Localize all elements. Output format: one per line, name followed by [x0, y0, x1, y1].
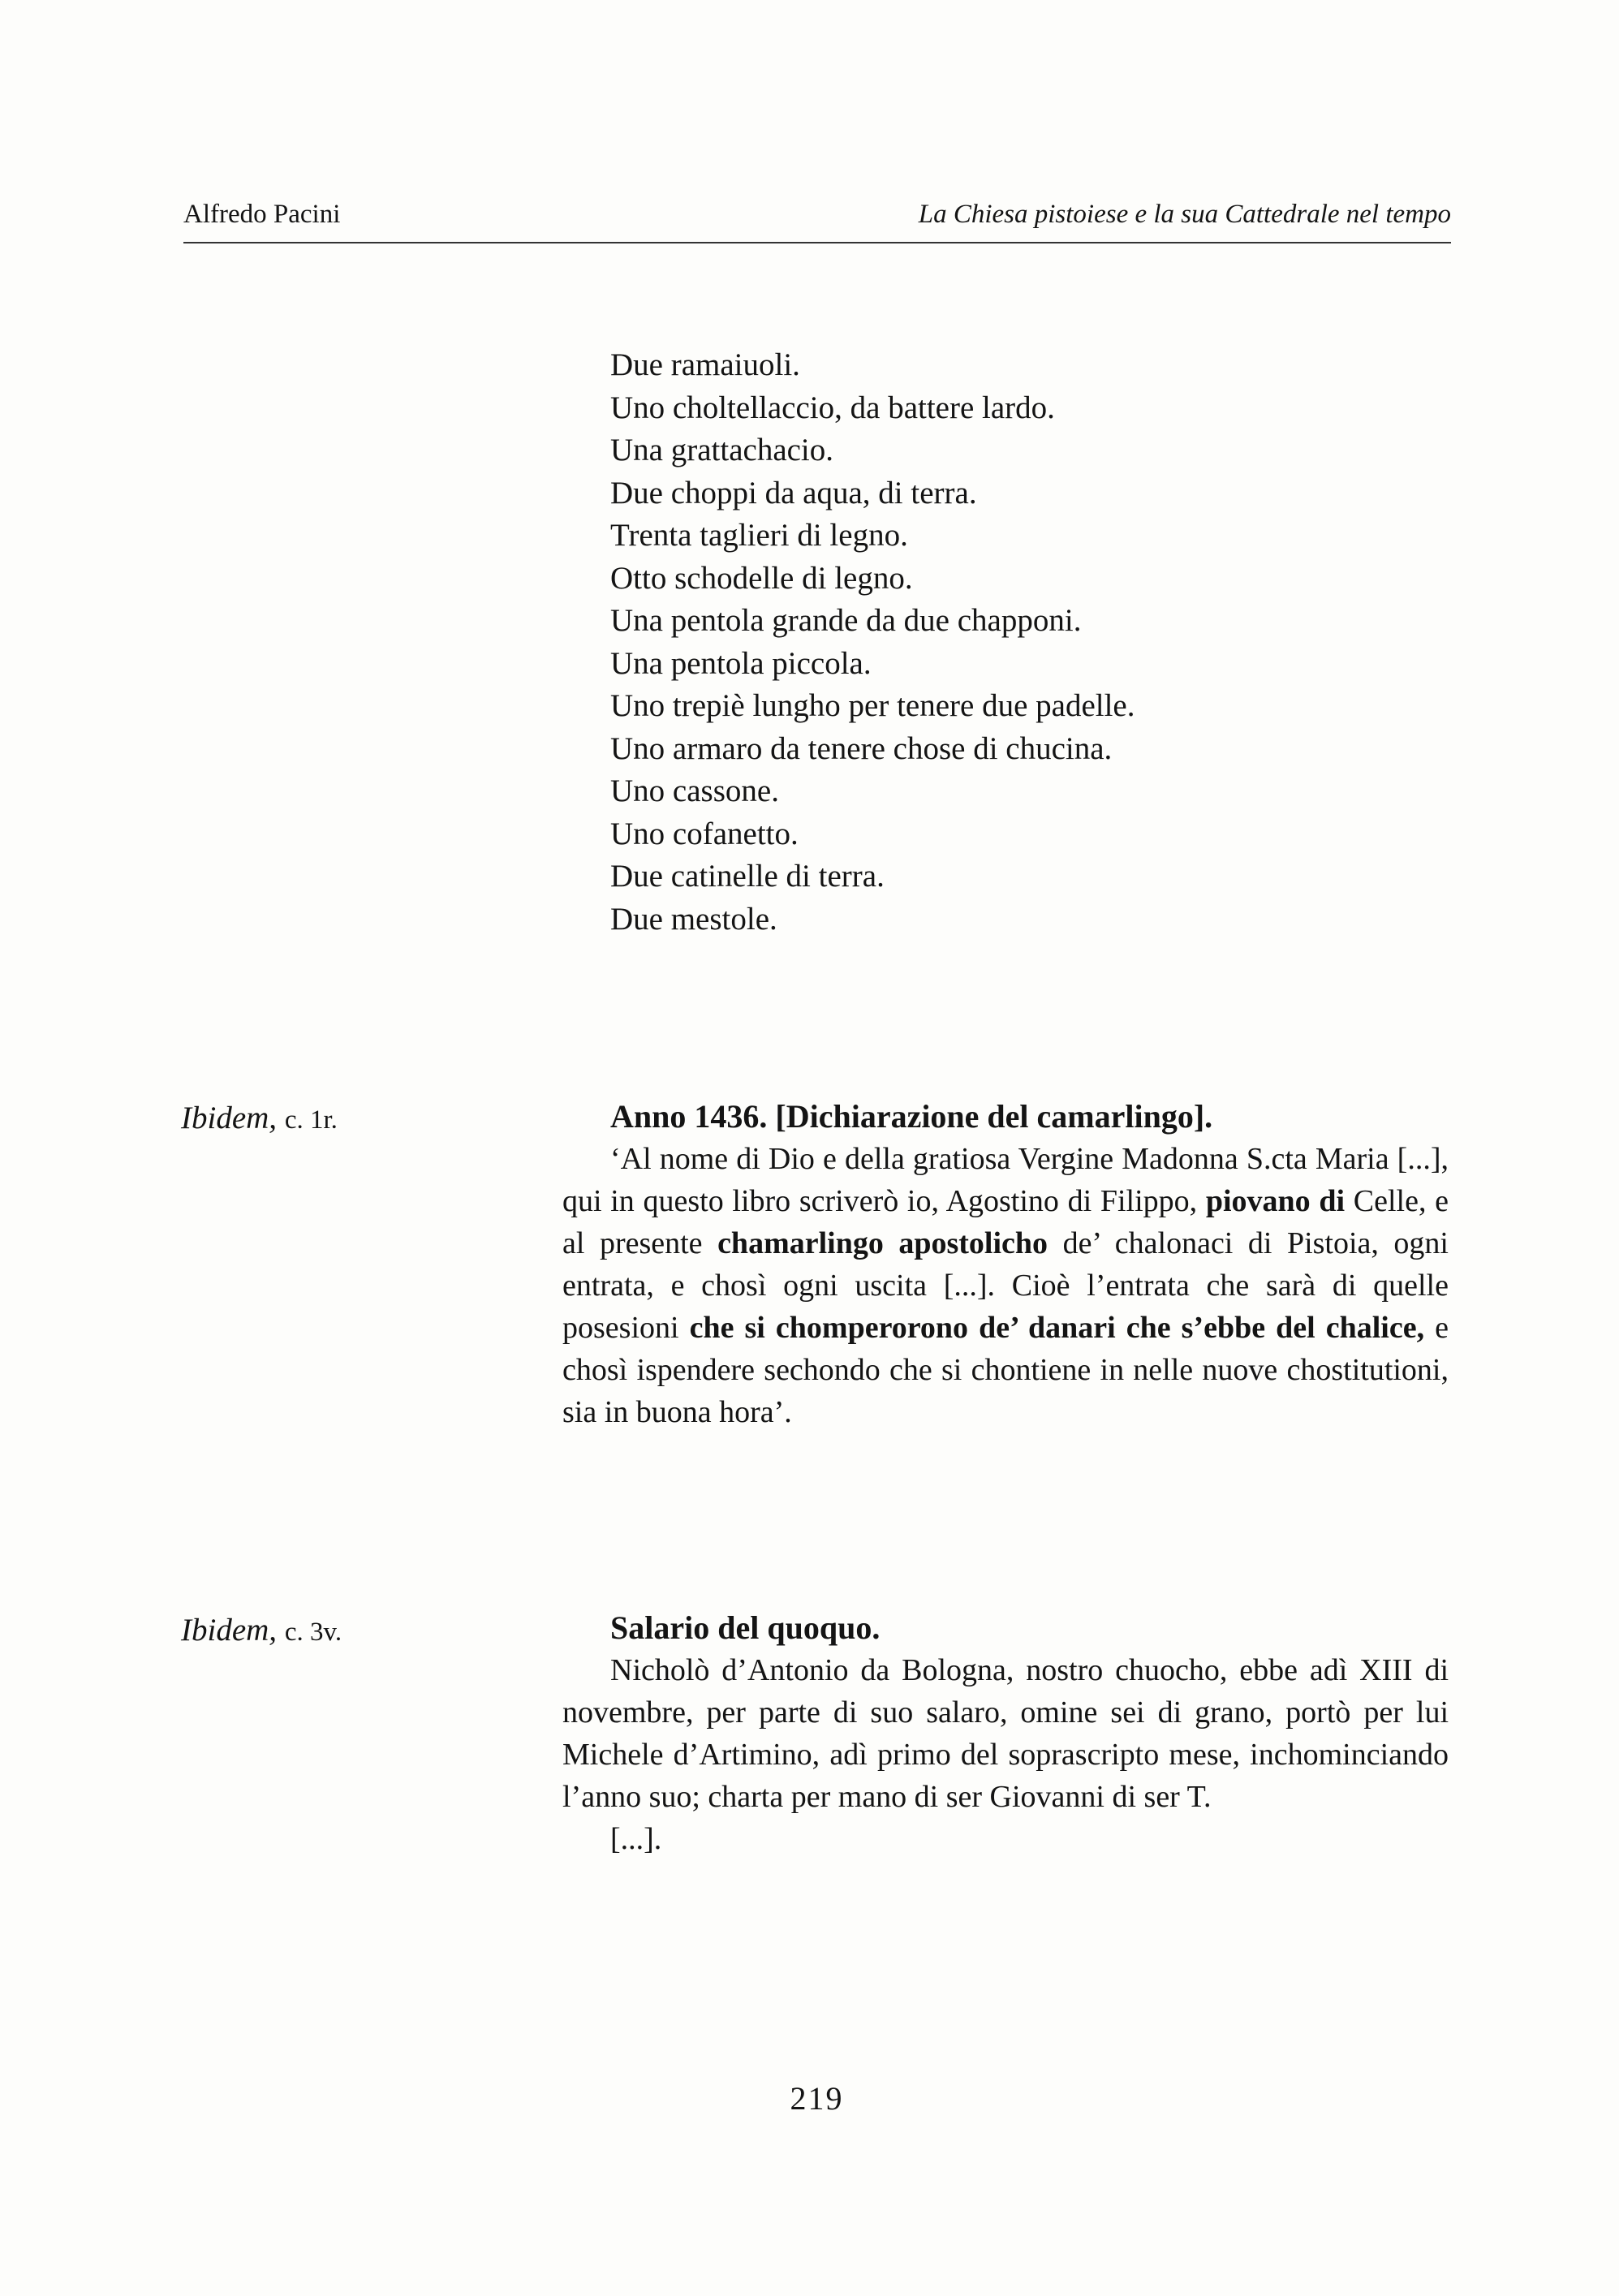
running-header-author: Alfredo Pacini [183, 200, 341, 229]
entry-body: Nicholò d’Antonio da Bologna, nostro chuocho, ebbe adì XIII di novembre, per parte di suo salaro, omine sei di grano, portò per lui Michele d’Artimino, adì primo del soprascripto mese, inchominciando l’anno suo; charta per mano di ser Giovanni di ser T. [562, 1653, 1449, 1814]
margin-note-1 [181, 1100, 338, 1136]
list-item: Uno armaro da tenere chose di chucina. [610, 730, 1113, 766]
list-item: Uno choltellaccio, da battere lardo. [610, 390, 1055, 425]
page-number: 219 [790, 2080, 844, 2117]
entry-salario [562, 1607, 1449, 1860]
list-item: Due catinelle di terra. [610, 859, 885, 894]
margin-note-ibidem: Ibidem, [181, 1101, 278, 1135]
list-item: Uno trepiè lungho per tenere due padelle. [610, 688, 1135, 723]
list-item: Uno cofanetto. [610, 816, 799, 851]
margin-note-2 [181, 1612, 342, 1648]
inventory-list [610, 344, 1422, 941]
entry-camarlingo [562, 1096, 1449, 1433]
list-item: Trenta taglieri di legno. [610, 518, 908, 553]
list-item: Due ramaiuoli. [610, 347, 800, 382]
list-item: Due mestole. [610, 901, 777, 937]
list-item: Una grattachacio. [610, 433, 834, 467]
ellipsis: [...]. [610, 1822, 662, 1856]
entry-body: ‘Al nome di Dio e della gratiosa Vergine Madonna S.cta Maria [...], qui in questo libro scriverò io, Agostino di Filippo, piovano di Celle, e al presente chamarlingo apostolicho de’ chalonaci di Pistoia, ogni entrata, e chosì ogni uscita [...]. Cioè l’entrata che sarà di quelle posesioni che si chomperorono de’ danari che s’ebbe del chalice, e chosì ispendere sechondo che si chontiene in nelle nuove chostitutioni, sia in buona hora’. [562, 1142, 1449, 1429]
header-rule [183, 242, 1451, 243]
margin-note-ibidem: Ibidem, [181, 1613, 278, 1648]
list-item: Due choppi da aqua, di terra. [610, 475, 977, 510]
list-item: Otto schodelle di legno. [610, 560, 913, 596]
list-item: Uno cassone. [610, 773, 779, 808]
list-item: Una pentola piccola. [610, 645, 872, 681]
margin-note-ref: c. 1r. [284, 1105, 338, 1135]
list-item: Una pentola grande da due chapponi. [610, 603, 1082, 638]
entry-title: Salario del quoquo. [610, 1609, 881, 1646]
running-header-title: La Chiesa pistoiese e la sua Cattedrale nel tempo [918, 200, 1451, 229]
entry-title: Anno 1436. [Dichiarazione del camarlingo]. [610, 1098, 1213, 1135]
margin-note-ref: c. 3v. [284, 1618, 342, 1647]
